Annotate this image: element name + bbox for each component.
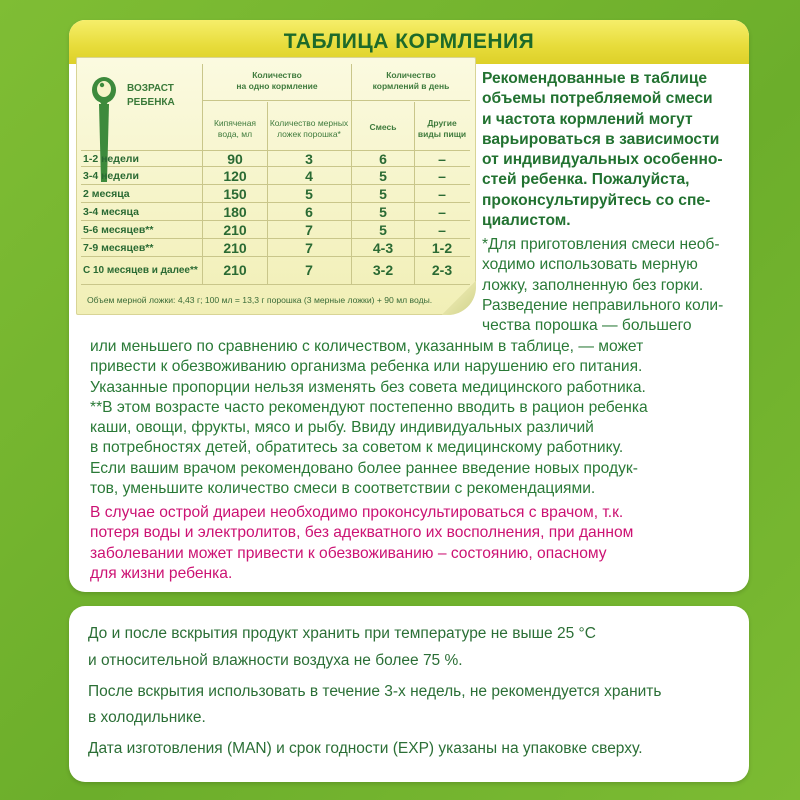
storage-humidity-text: и относительной влажности воздуха не более 75 %. bbox=[88, 652, 463, 669]
table-divider bbox=[81, 220, 470, 221]
diarrhea-warning-text: В случае острой диареи необходимо проконсультироваться с врачом, т.к. потеря воды и электролитов, без адекватного их восполнения, при данном заболевании может привести к обезвоживанию – состоянию, опасному для жизни ребенка. bbox=[90, 504, 634, 582]
measuring-spoon-icon bbox=[89, 74, 119, 184]
table-divider bbox=[202, 100, 470, 101]
mix-col-header: Смесь bbox=[369, 122, 397, 132]
recommendation-text: Рекомендованные в таблице объемы потребляемой смеси и частота кормлений могут варьироваться в зависимости от индивидуальных особенно- стей ребенка. Пожалуйста, проконсультируйтесь со спе- циалистом. bbox=[482, 70, 723, 230]
storage-temperature-text: До и после вскрытия продукт хранить при температуре не выше 25 °С bbox=[88, 625, 596, 642]
per-day-header: Количество кормлений в день bbox=[372, 70, 450, 91]
table-divider bbox=[81, 202, 470, 203]
table-divider bbox=[81, 184, 470, 185]
age-header: ВОЗРАСТ РЕБЕНКА bbox=[127, 83, 175, 108]
other-food-col-header: Другие виды пищи bbox=[417, 118, 467, 139]
spoon-note-text: *Для приготовления смеси необ- ходимо использовать мерную ложку, заполненную без горки. Разведение неправильного коли- чества порошка — большего bbox=[482, 236, 724, 335]
table-divider bbox=[81, 150, 470, 151]
dilution-warning-text: или меньшего по сравнению с количеством, указанным в таблице, — может привести к обезвоживанию организма ребенка или нарушению его питания. Указанные пропорции нельзя изменять без совета медицинского работника. **В этом возрасте часто рекомендуют постепенно вводить в рацион ребенка каши, овощи, фрукты, мясо и рыбу. Ввиду индивидуальных различий в потребностях детей, обратитесь за советом к медицинскому работнику. Если вашим врачом рекомендовано более раннее введение новых продук- тов, уменьшите количество смеси в соответствии с рекомендациями. bbox=[90, 338, 648, 498]
spoon-volume-note: Объем мерной ложки: 4,43 г; 100 мл = 13,3 г порошка (3 мерные ложки) + 90 мл воды. bbox=[87, 295, 433, 305]
table-divider bbox=[81, 238, 470, 239]
spoons-col-header: Количество мерных ложек порошка* bbox=[269, 118, 349, 139]
expiry-info-text: Дата изготовления (MAN) и срок годности (EXP) указаны на упаковке сверху. bbox=[88, 740, 643, 757]
refrigerator-text: в холодильнике. bbox=[88, 709, 206, 726]
feeding-table: ВОЗРАСТ РЕБЕНКА Количество на одно кормление Количество кормлений в день Кипяченая вода, мл Количество мерных ложек порошка* Смесь Другие виды пищи 1-2 недели 90 3 6 – 3-4 недели 120 4 5 – 2 месяца 150 5 5 – 3-4 месяца 180 6 5 – 5-6 месяцев** 210 7 5 – 7-9 месяцев** 210 7 4-3 1-2 С 10 месяцев и далее** 210 7 3-2 2-3 Объем мерной ложки: 4,43 г; 100 мл = 13,3 г порошка (3 мерные ложки) + 90 мл воды. bbox=[76, 57, 476, 315]
table-divider bbox=[81, 256, 470, 257]
table-divider bbox=[81, 284, 470, 285]
after-opening-text: После вскрытия использовать в течение 3-х недель, не рекомендуется хранить bbox=[88, 683, 662, 700]
water-col-header: Кипяченая вода, мл bbox=[213, 118, 257, 139]
page-title: ТАБЛИЦА КОРМЛЕНИЯ bbox=[283, 30, 535, 53]
per-feeding-header: Количество на одно кормление bbox=[236, 70, 318, 91]
